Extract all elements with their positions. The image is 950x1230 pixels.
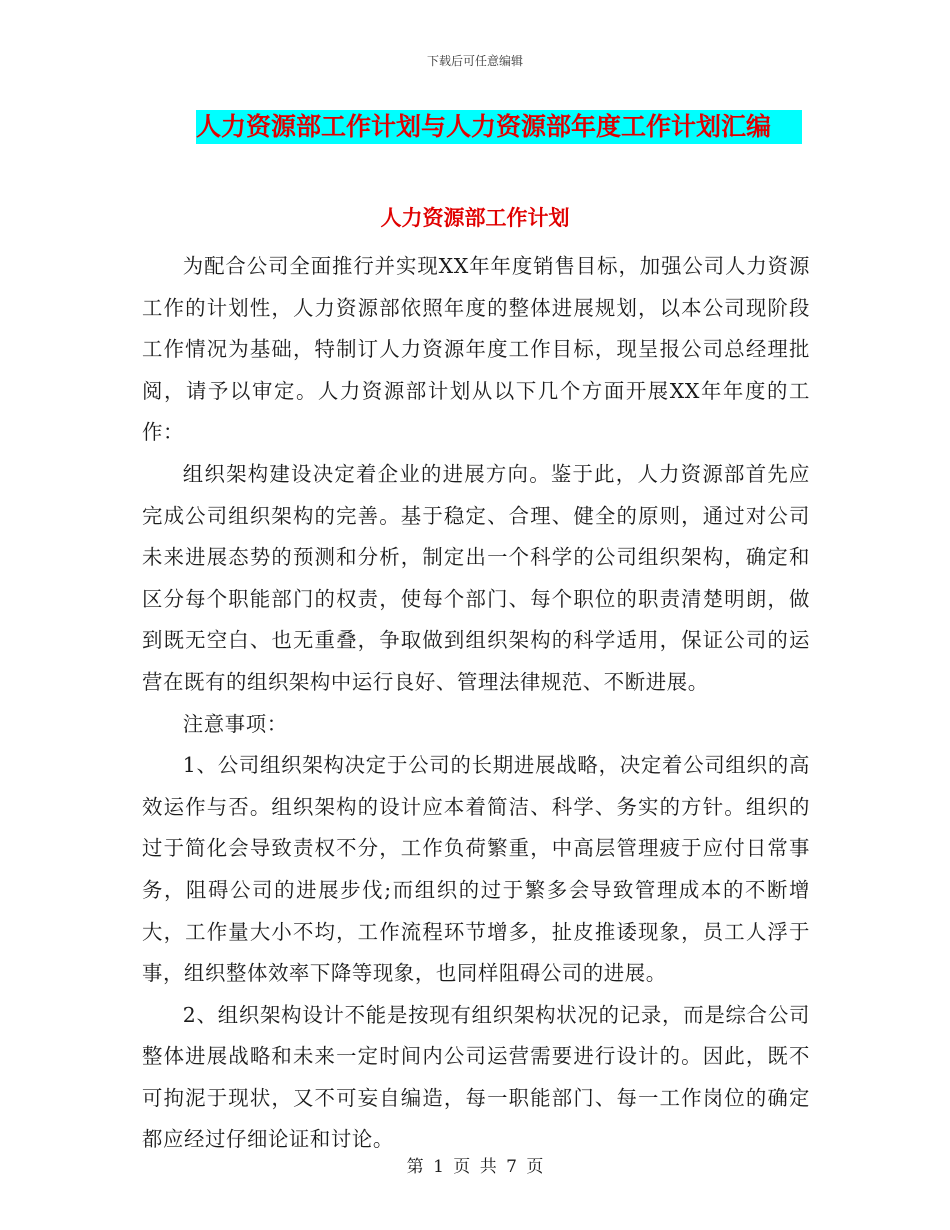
paragraph-notes-heading: 注意事项： <box>182 711 288 736</box>
paragraph-note-2: 2、组织架构设计不能是按现有组织架构状况的记录，而是综合公司整体进展战略和未来一定时间内公司运营需要进行设计的。因此，既不可拘泥于现状，又不可妄自编造，每一职能部门、每一工作岗位的确定都应经过仔细论证和讨论。 <box>142 1002 810 1152</box>
paragraph-intro: 为配合公司全面推行并实现XX年年度销售目标，加强公司人力资源工作的计划性，人力资源部依照年度的整体进展规划，以本公司现阶段工作情况为基础，特制订人力资源年度工作目标，现呈报公司总经理批阅，请予以审定。人力资源部计划从以下几个方面开展XX年年度的工作： <box>142 254 810 445</box>
page-number-footer: 第 1 页 共 7 页 <box>406 1157 544 1177</box>
page-header-note: 下载后可任意编辑 <box>426 54 523 68</box>
document-title: 人力资源部工作计划与人力资源部年度工作计划汇编 <box>196 110 802 144</box>
section-title: 人力资源部工作计划 <box>380 205 570 230</box>
paragraph-org-structure: 组织架构建设决定着企业的进展方向。鉴于此，人力资源部首先应完成公司组织架构的完善。基于稳定、合理、健全的原则，通过对公司未来进展态势的预测和分析，制定出一个科学的公司组织架构，确定和区分每个职能部门的权责，使每个部门、每个职位的职责清楚明朗，做到既无空白、也无重叠，争取做到组织架构的科学适用，保证公司的运营在既有的组织架构中运行良好、管理法律规范、不断进展。 <box>142 461 810 694</box>
document-body <box>142 246 810 1161</box>
paragraph-note-1: 1、公司组织架构决定于公司的长期进展战略，决定着公司组织的高效运作与否。组织架构的设计应本着简洁、科学、务实的方针。组织的过于简化会导致责权不分，工作负荷繁重，中高层管理疲于应付日常事务，阻碍公司的进展步伐;而组织的过于繁多会导致管理成本的不断增大，工作量大小不均，工作流程环节增多，扯皮推诿现象，员工人浮于事，组织整体效率下降等现象，也同样阻碍公司的进展。 <box>142 753 810 986</box>
